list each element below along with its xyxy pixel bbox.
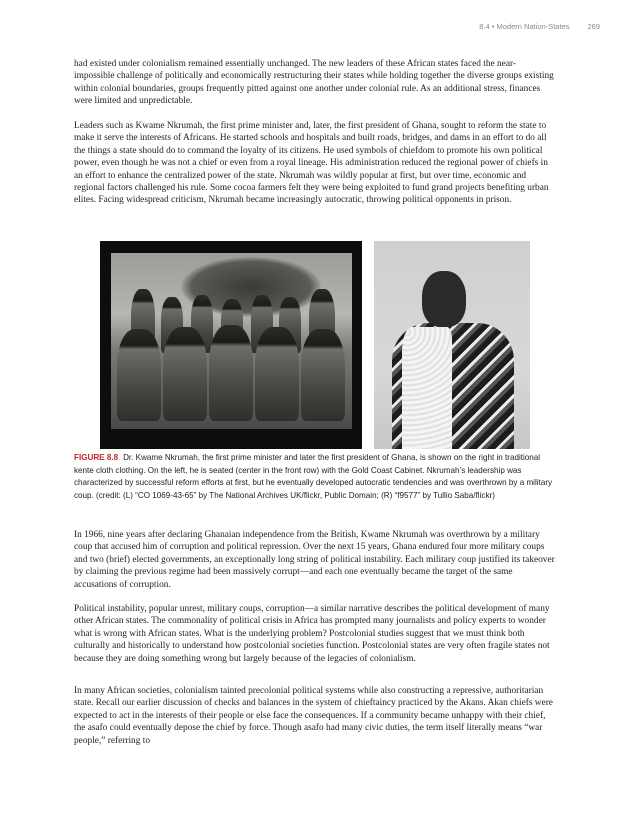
paragraph-4: Political instability, popular unrest, military coups, corruption—a similar narrative describes the political development of many other African states. The commonality of political crisis in Africa has prompted many journalists and policy experts to wonder what is wrong with African states. What is the underlying problem? Postcolonial studies suggest that we must think both culturally and historically to understand how postcolonial societies function. Postcolonial states are very often fragile states not because they are doing something wrong but largely because of the legacies of colonialism. (74, 604, 550, 664)
section-title: 8.4 • Modern Nation-States (479, 22, 570, 31)
figure-label: FIGURE 8.8 (74, 453, 119, 462)
figure-caption (74, 452, 556, 502)
paragraph-5: In many African societies, colonialism tainted precolonial political systems while also constructing a repressive, authoritarian state. Recall our earlier discussion of checks and balances in the system of chieftaincy practiced by the Akans. Akan chiefs were expected to act in the interests of their people or else face the consequences. If a community became unhappy with their chief, the asafo could eventually depose the chief by force. Though asafo had many civic duties, the term itself literally means “war people,” referring to (74, 686, 553, 746)
figure-8-8-images (100, 241, 530, 449)
running-header (300, 22, 600, 31)
gold-coast-cabinet-photo (100, 241, 362, 449)
paragraph-3: In 1966, nine years after declaring Ghanaian independence from the British, Kwame Nkrumah was overthrown by a military coup that accused him of corruption and political repression. Over the next 15 years, Ghana endured four more military coups and two (brief) elected governments, an exceptionally long string of political instability. Each military coup justified its takeover by claiming the previous regime had been massively corrupt—and each one eventually became the target of the same accusations of corruption. (74, 530, 555, 590)
figure-caption-text: Dr. Kwame Nkrumah, the first prime minister and later the first president of Ghana, is shown on the right in traditional kente cloth clothing. On the left, he is seated (center in the front row) with the Gold Coast Cabinet. Nkrumah’s leadership was characterized by successful reform efforts at first, but he eventually developed autocratic tendencies and was overthrown by a military coup. (credit: (L) “CO 1069-43-65” by The National Archives UK/flickr, Public Domain; (R) “f9577” by Tullio Saba/flickr) (74, 453, 553, 500)
paragraph-2: Leaders such as Kwame Nkrumah, the first prime minister and, later, the first president of Ghana, sought to reform the state to make it serve the interests of Africans. He started schools and hospitals and built roads, bridges, and dams in an effort to do all the things a state should do to command the loyalty of its citizens. He used symbols of chiefdom to promote his own political power, even though he was not a chief or even from a royal lineage. His administration reduced the regional power of chiefs in an effort to enhance the centralized power of the state. Nkrumah was wildly popular at first, but over time, economic and regional factors challenged his rule. Some cocoa farmers felt they were being exploited to fund grand projects benefiting urban elites. Facing widespread criticism, Nkrumah became increasingly autocratic, throwing political opponents in prison. (74, 121, 549, 206)
page-number: 269 (587, 22, 600, 31)
nkrumah-kente-portrait-photo (374, 241, 530, 449)
paragraph-1: had existed under colonialism remained essentially unchanged. The new leaders of these African states faced the near-impossible challenge of politically and economically restructuring their states while holding together the diverse groups existing within colonial boundaries, groups frequently pitted against one another under colonial rule. As an additional stress, finances were limited and unpredictable. (74, 59, 554, 107)
